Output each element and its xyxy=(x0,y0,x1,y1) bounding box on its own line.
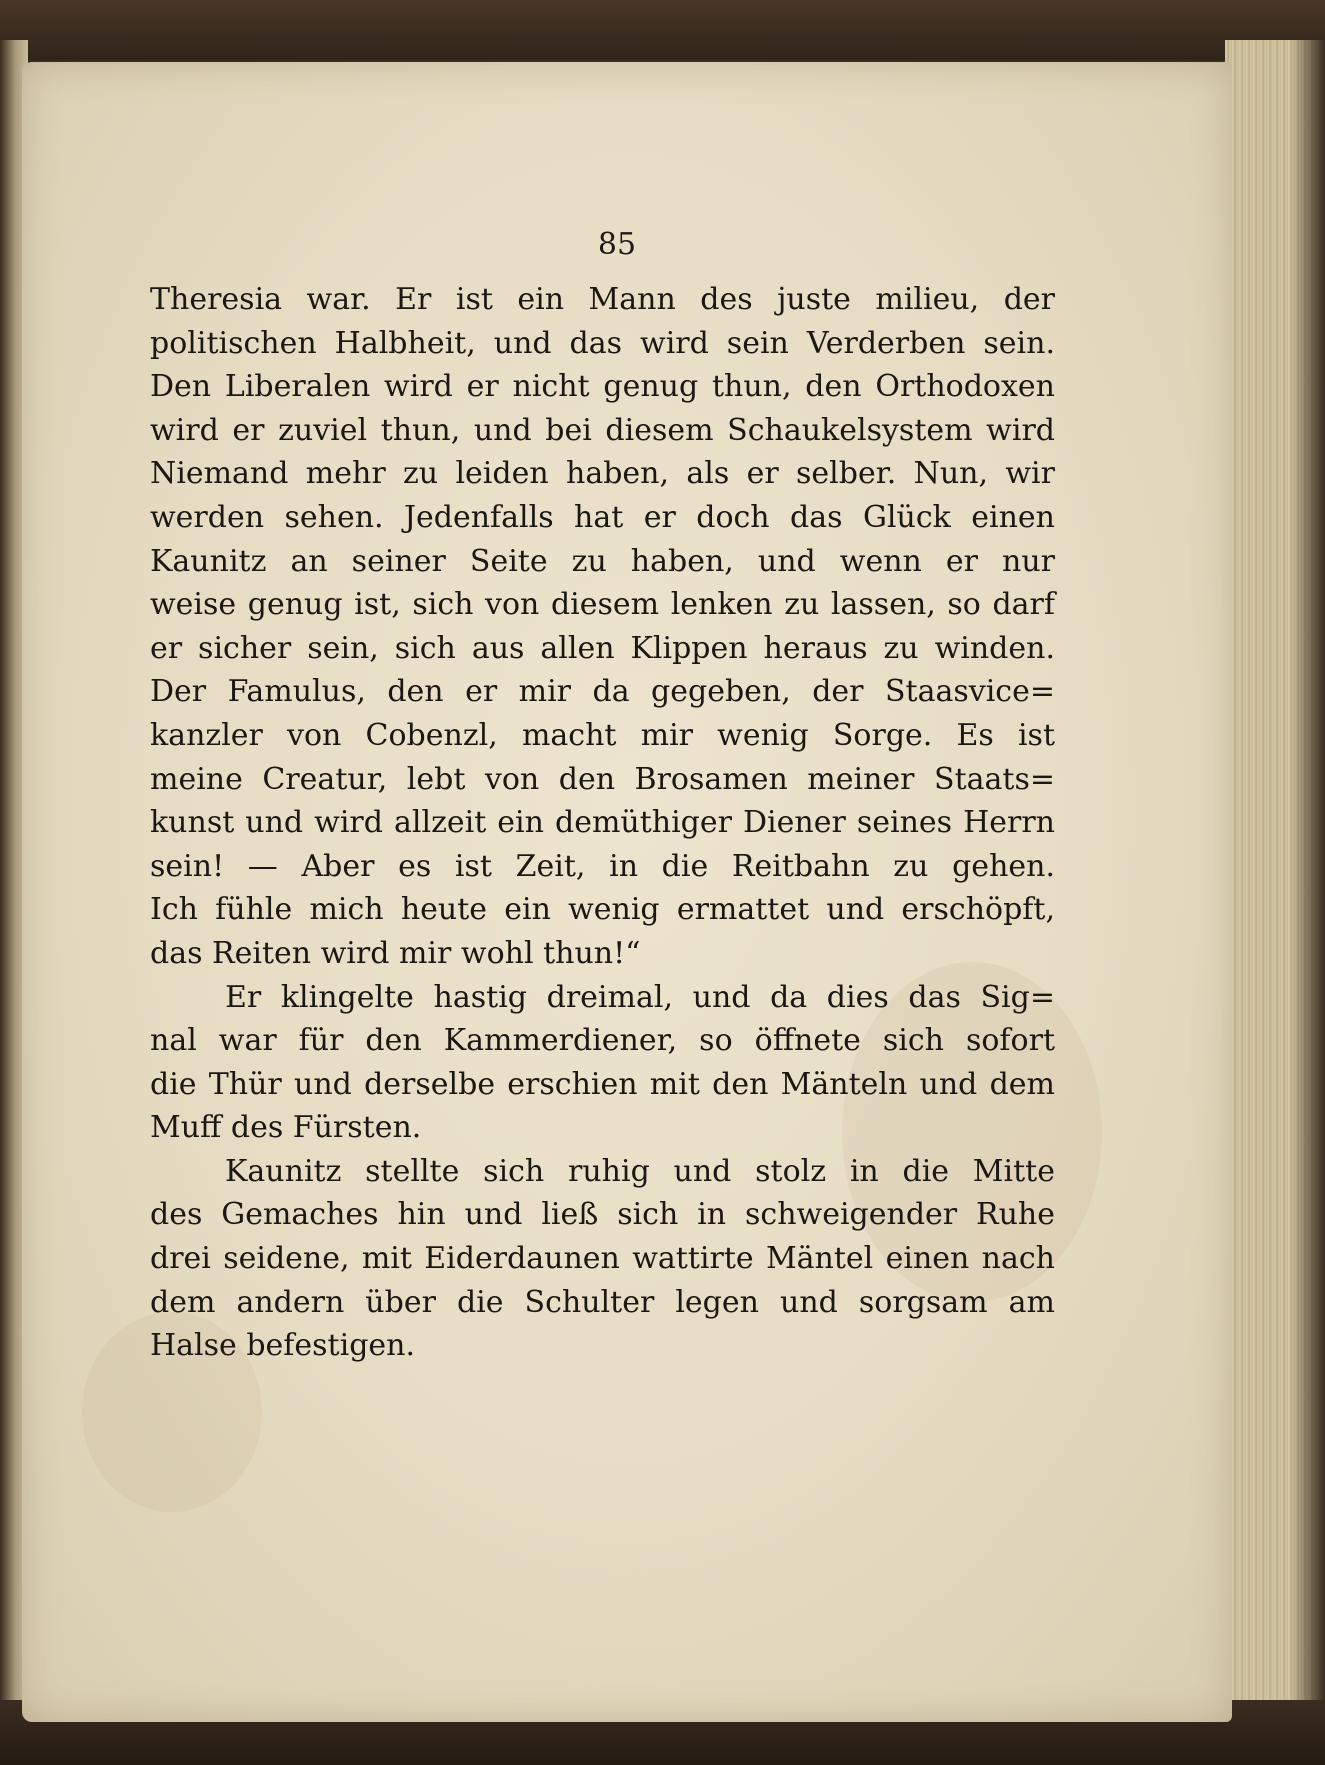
text-line: dem andern über die Schulter legen und sorgsam am xyxy=(150,1284,1055,1320)
text-line: Der Famulus, den er mir da gegeben, der Staasvice= xyxy=(150,674,1055,710)
text-line: Ich fühle mich heute ein wenig ermattet und erschöpft, xyxy=(150,892,1055,928)
text-line: Halse befestigen. xyxy=(150,1328,416,1364)
book-binding-top xyxy=(0,0,1325,60)
text-line: Muff des Fürsten. xyxy=(150,1110,422,1146)
text-line: Er klingelte hastig dreimal, und da dies das Sig= xyxy=(225,979,1055,1015)
text-line: Kaunitz an seiner Seite zu haben, und wenn er nur xyxy=(150,543,1055,579)
stacked-page-edges xyxy=(1225,40,1325,1765)
text-line: Theresia war. Er ist ein Mann des juste milieu, der xyxy=(150,282,1055,317)
text-line: drei seidene, mit Eiderdaunen wattirte Mäntel einen nach xyxy=(150,1241,1055,1277)
text-line: er sicher sein, sich aus allen Klippen heraus zu winden. xyxy=(150,630,1055,666)
body-text xyxy=(150,278,1055,1368)
text-line: kunst und wird allzeit ein demüthiger Diener seines Herrn xyxy=(150,805,1055,841)
text-line: nal war für den Kammerdiener, so öffnete sich sofort xyxy=(150,1023,1055,1059)
text-line: die Thür und derselbe erschien mit den Mänteln und dem xyxy=(150,1066,1055,1102)
text-line: werden sehen. Jedenfalls hat er doch das Glück einen xyxy=(150,499,1055,535)
page-number: 85 xyxy=(597,227,637,262)
text-line: das Reiten wird mir wohl thun!“ xyxy=(150,935,641,971)
paragraph xyxy=(150,1150,1055,1368)
text-line: wird er zuviel thun, und bei diesem Schaukelsystem wird xyxy=(150,412,1055,448)
text-line: Niemand mehr zu leiden haben, als er selber. Nun, wir xyxy=(150,456,1055,492)
book-page xyxy=(22,62,1232,1722)
text-line: politischen Halbheit, und das wird sein Verderben sein. xyxy=(150,325,1055,361)
text-line: sein! — Aber es ist Zeit, in die Reitbahn zu gehen. xyxy=(150,848,1055,884)
text-line: weise genug ist, sich von diesem lenken zu lassen, so darf xyxy=(150,587,1055,623)
text-line: Den Liberalen wird er nicht genug thun, den Orthodoxen xyxy=(150,369,1055,405)
paragraph xyxy=(150,976,1055,1150)
text-line: meine Creatur, lebt von den Brosamen meiner Staats= xyxy=(150,761,1055,797)
text-line: des Gemaches hin und ließ sich in schweigender Ruhe xyxy=(150,1197,1055,1233)
paragraph xyxy=(150,278,1055,976)
text-line: kanzler von Cobenzl, macht mir wenig Sorge. Es ist xyxy=(150,717,1055,753)
text-line: Kaunitz stellte sich ruhig und stolz in die Mitte xyxy=(225,1153,1055,1189)
